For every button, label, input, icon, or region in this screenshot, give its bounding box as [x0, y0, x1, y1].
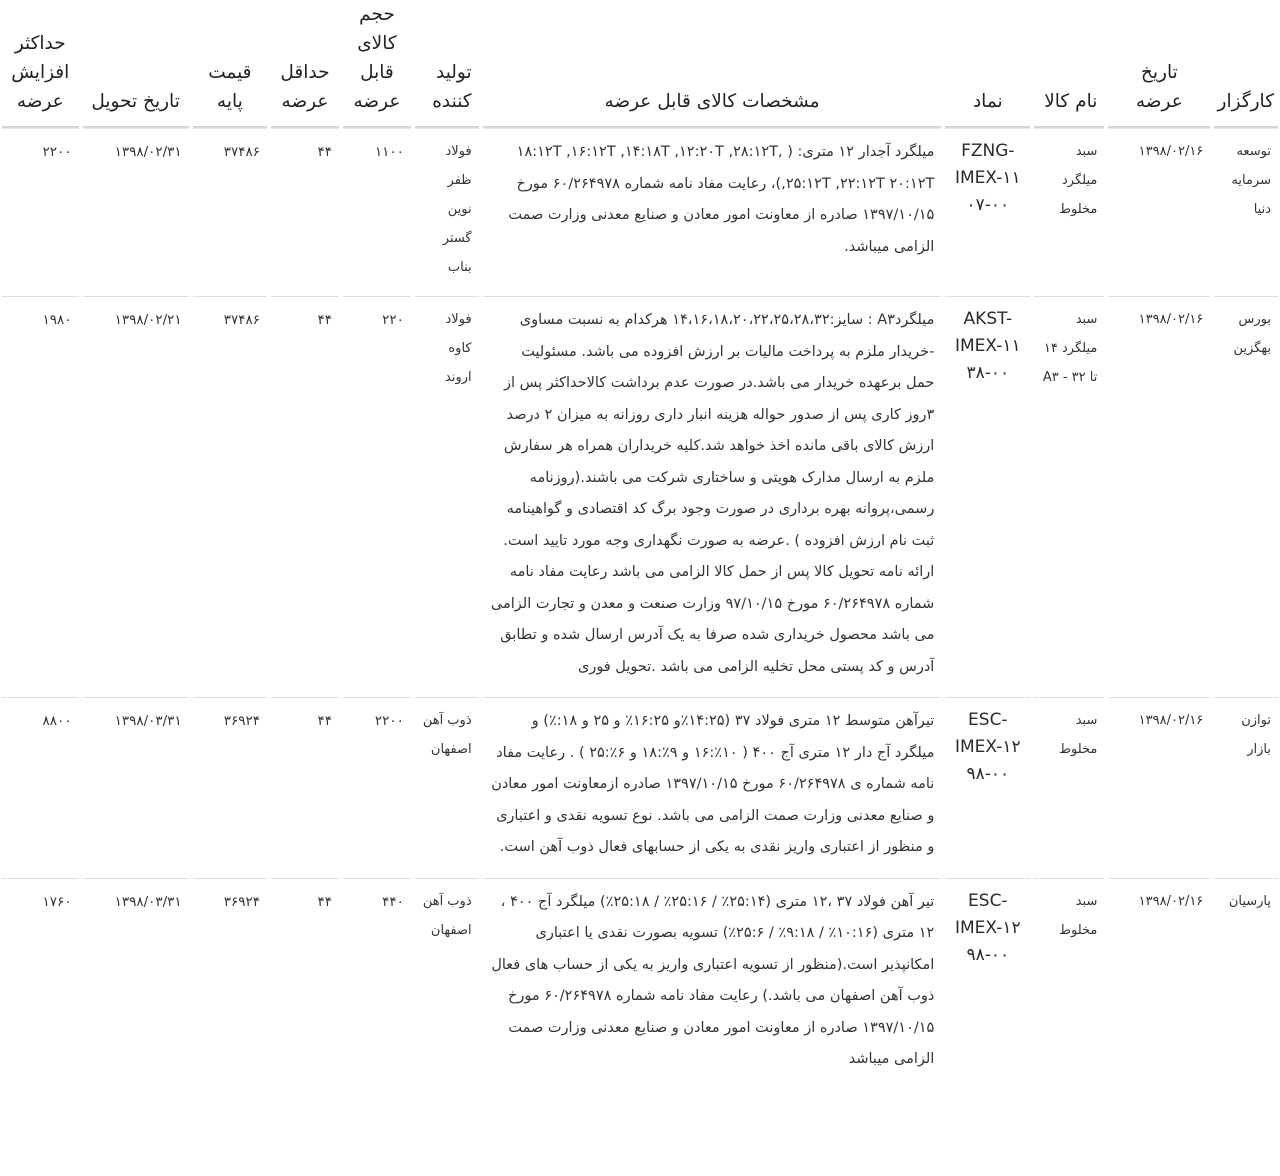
cell-volume: ۴۴۰: [382, 893, 404, 910]
table-row: [2, 129, 1278, 297]
table-row: [2, 698, 1278, 879]
header-volume: حجم کالای قابل عرضه: [353, 4, 401, 112]
cell-specs: تیرآهن متوسط ۱۲ متری فولاد ۳۷ (۱۴:۲۵٪و ۱۶:۲۵٪ و ۲۵ و ۱۸:٪) و میلگرد آج دار ۱۲ متری آج ۴۰۰ ( ۱۰٪:۱۶ و ۹٪:۱۸ و ۶٪:۲۵ ) . رعایت مفاد نامه شماره ی ۶۰/۲۶۴۹۷۸ مورخ ۱۳۹۷/۱۰/۱۵ صادره ازمعاونت امور معادن و صنایع معدنی وزارت صمت الزامی می باشد. نوع تسویه نقدی و اعتباری و منظور از اعتباری واریز نقدی به یکی از حسابهای فعال ذوب آهن است.: [483, 698, 942, 879]
table-row: [2, 879, 1278, 1090]
header-min-offer: حداقل عرضه: [280, 62, 330, 112]
cell-volume: ۲۲۰۰: [343, 698, 411, 879]
cell-min-offer: ۴۴: [317, 893, 332, 910]
cell-delivery-date: ۱۳۹۸/۰۳/۳۱: [83, 698, 189, 879]
cell-commodity-name: سبد میلگرد ۱۴ تا ۳۲ - A۳: [1034, 297, 1104, 698]
cell-broker: بورس بهگزین: [1214, 297, 1278, 698]
cell-base-price: ۳۷۴۸۶: [193, 297, 267, 698]
cell-broker: پارسیان: [1228, 893, 1271, 909]
cell-symbol: AKST-IMEX-۱۱۳۸-۰۰: [945, 297, 1030, 698]
cell-specs: تیر آهن فولاد ۳۷ ،۱۲ متری (۲۵:۱۴٪ / ۲۵:۱۶٪ / ۲۵:۱۸٪) میلگرد آج ۴۰۰ ، ۱۲ متری (۱۰:۱۶٪ / ۹:۱۸٪ / ۲۵:۶٪) تسویه بصورت نقدی یا اعتباری امکانپذیر است.(منظور از تسویه اعتباری واریز به یکی از حساب های فعال ذوب آهن اصفهان می باشد.) رعایت مفاد نامه شماره ۶۰/۲۶۴۹۷۸ مورخ ۱۳۹۷/۱۰/۱۵ صادره از معاونت امور معادن و صنایع معدنی وزارت صمت الزامی میباشد: [491, 893, 935, 1067]
cell-volume: ۲۲۰: [343, 297, 411, 698]
header-delivery-date: تاریخ تحویل: [91, 91, 180, 112]
cell-symbol: ESC-IMEX-۱۲۹۸-۰۰: [955, 890, 1021, 965]
cell-base-price: ۳۶۹۲۴: [193, 698, 267, 879]
cell-offer-date: ۱۳۹۸/۰۲/۱۶: [1138, 893, 1204, 909]
cell-delivery-date: ۱۳۹۸/۰۲/۲۱: [83, 297, 189, 698]
cell-max-increase: ۸۸۰۰: [2, 698, 79, 879]
cell-offer-date: ۱۳۹۸/۰۲/۱۶: [1108, 129, 1210, 297]
table-header: [2, 0, 1278, 129]
cell-min-offer: ۴۴: [271, 129, 339, 297]
cell-symbol: FZNG-IMEX-۱۱۰۷-۰۰: [945, 129, 1030, 297]
cell-specs: میلگردA۳ : سایز:۱۴،۱۶،۱۸،۲۰،۲۲،۲۵،۲۸،۳۲ هرکدام به نسبت مساوی -خریدار ملزم به پرداخت مالیات بر ارزش افزوده می باشد. مسئولیت حمل برعهده خریدار می باشد.در صورت عدم برداشت کالاحداکثر پس از ۳روز کاری پس از صدور حواله هزینه انبار داری روزانه به میزان ۲ درصد ارزش کالای باقی مانده اخذ خواهد شد.کلیه خریداران همراه هر سفارش ملزم به ارسال مدارک هویتی و ساختاری شرکت می باشند.(روزنامه رسمی،پروانه بهره برداری در صورت وجود برگ کد اقتصادی و گواهینامه ثبت نام ارزش افزوده ) .عرضه به صورت نگهداری وجه مورد تایید است. ارائه نامه تحویل کالا پس از حمل کالا الزامی می باشد رعایت مفاد نامه شماره ۶۰/۲۶۴۹۷۸ مورخ ۹۷/۱۰/۱۵ وزارت صنعت و معدن و تجارت الزامی می باشد محصول خریداری شده صرفا به یک آدرس ارسال شده و تطابق آدرس و کد پستی محل تخلیه الزامی می باشد .تحویل فوری: [483, 297, 942, 698]
header-producer: تولید کننده: [432, 62, 472, 112]
cell-broker: توسعه سرمایه دنیا: [1214, 129, 1278, 297]
cell-producer: فولاد کاوه اروند: [415, 297, 479, 698]
header-specs: مشخصات کالای قابل عرضه: [604, 91, 820, 112]
cell-commodity-name: سبد مخلوط: [1034, 698, 1104, 879]
cell-min-offer: ۴۴: [271, 297, 339, 698]
cell-min-offer: ۴۴: [271, 698, 339, 879]
cell-commodity-name: سبد میلگرد مخلوط: [1034, 129, 1104, 297]
cell-symbol: ESC-IMEX-۱۲۹۸-۰۰: [945, 698, 1030, 879]
cell-offer-date: ۱۳۹۸/۰۲/۱۶: [1108, 297, 1210, 698]
header-max-increase: حداکثر افزایش عرضه: [11, 33, 70, 112]
cell-base-price: ۳۶۹۲۴: [223, 893, 261, 910]
cell-delivery-date: ۱۳۹۸/۰۳/۳۱: [114, 893, 182, 910]
cell-commodity-name: سبد مخلوط: [1058, 893, 1098, 938]
cell-broker: توازن بازار: [1214, 698, 1278, 879]
cell-max-increase: ۱۹۸۰: [2, 297, 79, 698]
cell-max-increase: ۲۲۰۰: [2, 129, 79, 297]
table-row: [2, 297, 1278, 698]
cell-producer: فولاد ظفر نوین گستر بناب: [415, 129, 479, 297]
cell-producer: ذوب آهن اصفهان: [415, 698, 479, 879]
cell-max-increase: ۱۷۶۰: [42, 893, 72, 910]
header-offer-date: تاریخ عرضه: [1135, 62, 1183, 112]
header-broker: کارگزار: [1217, 91, 1274, 112]
header-commodity-name: نام کالا: [1044, 91, 1098, 112]
header-base-price: قیمت پایه: [208, 62, 252, 112]
header-symbol: نماد: [972, 91, 1003, 112]
cell-delivery-date: ۱۳۹۸/۰۲/۳۱: [83, 129, 189, 297]
cell-volume: ۱۱۰۰: [343, 129, 411, 297]
cell-base-price: ۳۷۴۸۶: [193, 129, 267, 297]
cell-offer-date: ۱۳۹۸/۰۲/۱۶: [1108, 698, 1210, 879]
cell-producer: ذوب آهن اصفهان: [422, 893, 472, 938]
cell-specs: میلگرد آجدار ۱۲ متری: ( ,۱۸:۱۲T ,۱۶:۱۲T ,۱۴:۱۸T ,۱۲:۲۰T ,۲۸:۱۲T ,۲۵:۱۲T ,۲۲:۱۲T ۲۰:۱۲T)، رعایت مفاد نامه شماره ۶۰/۲۶۴۹۷۸ مورخ ۱۳۹۷/۱۰/۱۵ صادره از معاونت امور معادن و صنایع معدنی وزارت صمت الزامی میباشد.: [483, 129, 942, 297]
